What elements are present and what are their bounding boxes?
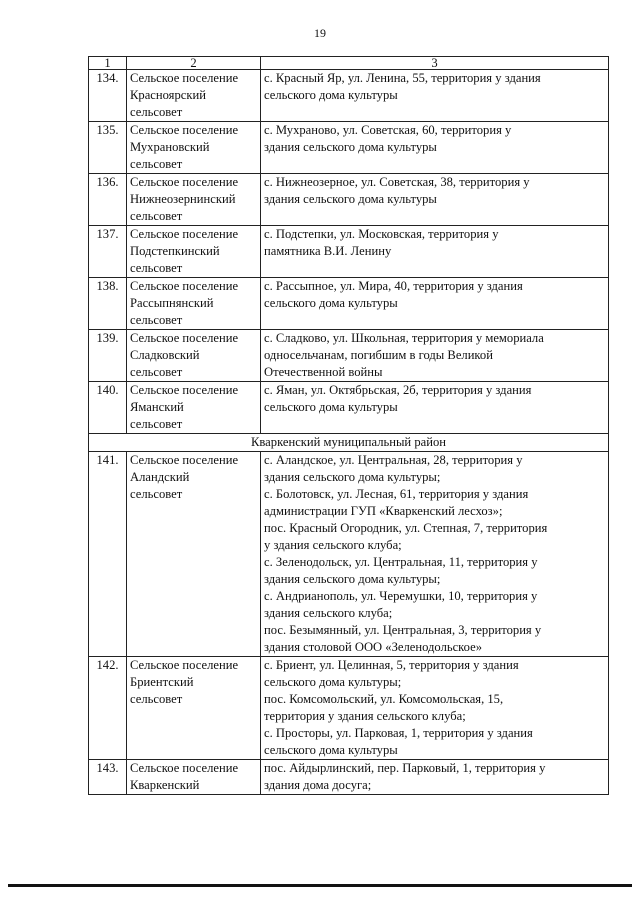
row-number: 136. (89, 174, 127, 226)
page-number: 19 (314, 26, 326, 40)
settlements-table (88, 56, 609, 795)
bottom-rule (8, 884, 632, 887)
row-number: 140. (89, 382, 127, 434)
address-line: с. Зеленодольск, ул. Центральная, 11, территория у (264, 555, 538, 569)
address-line: территория у здания сельского клуба; (264, 709, 466, 723)
header-col-1: 1 (89, 57, 127, 70)
settlement-name-line: Сельское поселение (130, 331, 239, 345)
table-row (89, 122, 609, 174)
settlement-name-line: Сельское поселение (130, 658, 239, 672)
table-row (89, 70, 609, 122)
table-header-row (89, 57, 609, 70)
address-line: с. Подстепки, ул. Московская, территория у (264, 227, 499, 241)
table-row (89, 226, 609, 278)
settlement-name (127, 382, 261, 434)
settlement-name-line: сельсовет (130, 313, 183, 327)
settlement-name-line: Сельское поселение (130, 279, 239, 293)
row-number: 135. (89, 122, 127, 174)
location-address (261, 174, 609, 226)
settlement-name-line: сельсовет (130, 487, 183, 501)
settlement-name-line: Сладковский (130, 348, 200, 362)
settlement-name-line: Яманский (130, 400, 184, 414)
address-line: сельского дома культуры (264, 88, 398, 102)
settlement-name (127, 278, 261, 330)
row-number: 139. (89, 330, 127, 382)
header-col-3: 3 (261, 57, 609, 70)
address-line: здания сельского клуба; (264, 606, 393, 620)
address-line: с. Рассыпное, ул. Мира, 40, территория у здания (264, 279, 523, 293)
address-line: здания сельского дома культуры; (264, 572, 441, 586)
settlement-name (127, 330, 261, 382)
row-number: 142. (89, 657, 127, 760)
settlement-name-line: Сельское поселение (130, 453, 239, 467)
address-line: с. Яман, ул. Октябрьская, 2б, территория у здания (264, 383, 532, 397)
settlement-name-line: Сельское поселение (130, 227, 239, 241)
settlement-name-line: сельсовет (130, 157, 183, 171)
address-line: здания дома досуга; (264, 778, 372, 792)
row-number: 141. (89, 452, 127, 657)
address-line: с. Красный Яр, ул. Ленина, 55, территория у здания (264, 71, 541, 85)
settlement-name-line: Бриентский (130, 675, 194, 689)
location-address (261, 122, 609, 174)
settlement-name-line: сельсовет (130, 105, 183, 119)
region-title: Кваркенский муниципальный район (89, 434, 609, 452)
settlement-name (127, 122, 261, 174)
address-line: здания сельского дома культуры (264, 192, 437, 206)
settlement-name (127, 760, 261, 795)
address-line: с. Болотовск, ул. Лесная, 61, территория у здания (264, 487, 529, 501)
settlement-name (127, 174, 261, 226)
address-line: с. Мухраново, ул. Советская, 60, территория у (264, 123, 512, 137)
location-address (261, 330, 609, 382)
address-line: с. Сладково, ул. Школьная, территория у мемориала (264, 331, 544, 345)
location-address (261, 452, 609, 657)
table-row (89, 452, 609, 657)
address-line: здания сельского дома культуры (264, 140, 437, 154)
settlement-name-line: Подстепкинский (130, 244, 220, 258)
address-line: у здания сельского клуба; (264, 538, 402, 552)
address-line: с. Нижнеозерное, ул. Советская, 38, территория у (264, 175, 530, 189)
table-row (89, 760, 609, 795)
address-line: с. Бриент, ул. Целинная, 5, территория у здания (264, 658, 519, 672)
address-line: здания столовой ООО «Зеленодольское» (264, 640, 482, 654)
settlement-name-line: Нижнеозернинский (130, 192, 236, 206)
address-line: пос. Безымянный, ул. Центральная, 3, территория у (264, 623, 542, 637)
row-number: 143. (89, 760, 127, 795)
address-line: с. Просторы, ул. Парковая, 1, территория у здания (264, 726, 533, 740)
settlement-name-line: Рассыпнянский (130, 296, 214, 310)
address-line: сельского дома культуры (264, 743, 398, 757)
row-number: 134. (89, 70, 127, 122)
address-line: сельского дома культуры (264, 400, 398, 414)
table-row (89, 382, 609, 434)
location-address (261, 278, 609, 330)
table-row (89, 278, 609, 330)
settlement-name-line: сельсовет (130, 209, 183, 223)
address-line: пос. Айдырлинский, пер. Парковый, 1, территория у (264, 761, 546, 775)
address-line: пос. Красный Огородник, ул. Степная, 7, территория (264, 521, 548, 535)
settlement-name-line: сельсовет (130, 417, 183, 431)
address-line: администрации ГУП «Кваркенский лесхоз»; (264, 504, 503, 518)
address-line: памятника В.И. Ленину (264, 244, 392, 258)
settlement-name-line: сельсовет (130, 692, 183, 706)
header-col-2: 2 (127, 57, 261, 70)
location-address (261, 382, 609, 434)
location-address (261, 226, 609, 278)
settlement-name (127, 452, 261, 657)
table-row (89, 330, 609, 382)
table-row (89, 174, 609, 226)
location-address (261, 657, 609, 760)
settlement-name (127, 70, 261, 122)
settlement-name-line: Сельское поселение (130, 123, 239, 137)
address-line: сельского дома культуры; (264, 675, 402, 689)
settlement-name-line: Сельское поселение (130, 761, 239, 775)
table-row (89, 657, 609, 760)
settlement-name-line: Кваркенский (130, 778, 200, 792)
settlement-name-line: сельсовет (130, 365, 183, 379)
row-number: 137. (89, 226, 127, 278)
address-line: односельчанам, погибшим в годы Великой (264, 348, 493, 362)
settlement-name-line: Аландский (130, 470, 190, 484)
location-address (261, 760, 609, 795)
region-row (89, 434, 609, 452)
settlement-name-line: Сельское поселение (130, 383, 239, 397)
settlement-name-line: Сельское поселение (130, 175, 239, 189)
settlement-name-line: Мухрановский (130, 140, 210, 154)
address-line: пос. Комсомольский, ул. Комсомольская, 15, (264, 692, 504, 706)
row-number: 138. (89, 278, 127, 330)
settlement-name-line: Красноярский (130, 88, 206, 102)
address-line: здания сельского дома культуры; (264, 470, 441, 484)
address-line: с. Аландское, ул. Центральная, 28, территория у (264, 453, 523, 467)
address-line: с. Андрианополь, ул. Черемушки, 10, территория у (264, 589, 538, 603)
settlement-name (127, 226, 261, 278)
location-address (261, 70, 609, 122)
settlement-name (127, 657, 261, 760)
settlement-name-line: Сельское поселение (130, 71, 239, 85)
address-line: сельского дома культуры (264, 296, 398, 310)
settlement-name-line: сельсовет (130, 261, 183, 275)
table-body (89, 70, 609, 795)
address-line: Отечественной войны (264, 365, 383, 379)
